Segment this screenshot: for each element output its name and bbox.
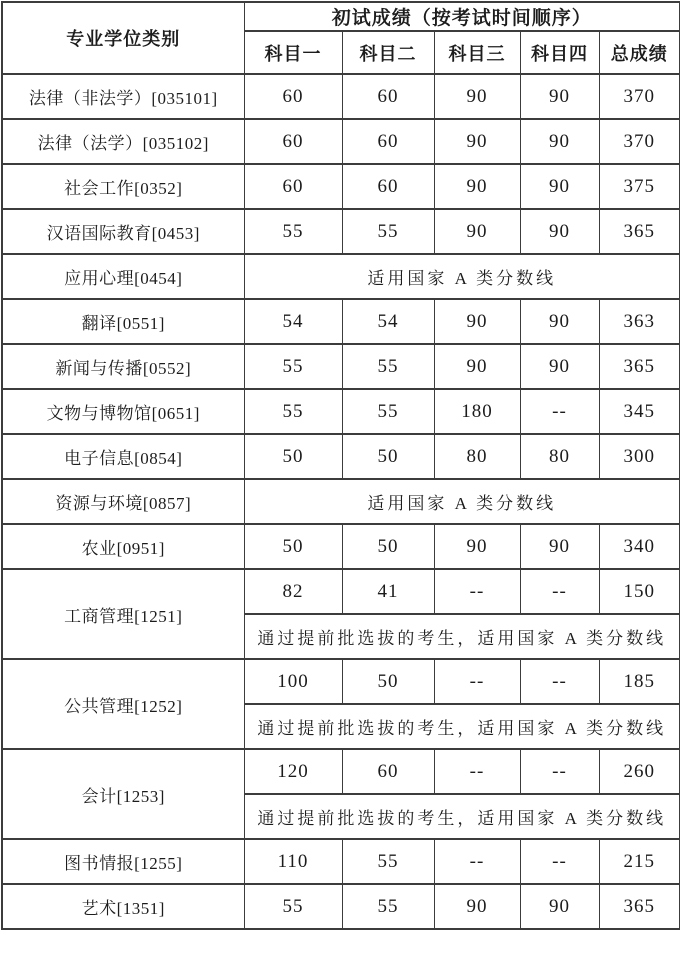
total-score-cell: 340: [599, 524, 680, 569]
total-score-cell: 365: [599, 344, 680, 389]
score-cell: 90: [434, 884, 520, 929]
table-row: [2, 209, 680, 254]
score-cell: 55: [244, 209, 342, 254]
score-cell: 55: [342, 884, 434, 929]
table-row: [2, 524, 680, 569]
total-score-cell: 345: [599, 389, 680, 434]
score-cell: 50: [342, 434, 434, 479]
score-cell: 90: [434, 299, 520, 344]
score-cell: 60: [244, 164, 342, 209]
subject-2-header: 科目二: [342, 31, 434, 74]
score-cell: --: [520, 839, 599, 884]
subject-3-header: 科目三: [434, 31, 520, 74]
table-row: [2, 659, 680, 704]
score-cell: --: [434, 839, 520, 884]
score-cell: 55: [244, 884, 342, 929]
table-row: [2, 479, 680, 524]
score-cell: 60: [342, 119, 434, 164]
score-cell: 50: [342, 524, 434, 569]
score-cell: 90: [520, 299, 599, 344]
scores-group-header: 初试成绩（按考试时间顺序）: [244, 2, 680, 31]
total-score-cell: 365: [599, 884, 680, 929]
score-cell: 90: [520, 344, 599, 389]
table-row: [2, 884, 680, 929]
category-cell: 文物与博物馆[0651]: [2, 389, 244, 434]
note-cell: 适用国家 A 类分数线: [244, 254, 680, 299]
score-cell: --: [520, 389, 599, 434]
table-row: [2, 344, 680, 389]
score-cell: 54: [244, 299, 342, 344]
total-score-cell: 260: [599, 749, 680, 794]
score-cell: 120: [244, 749, 342, 794]
score-cell: 55: [342, 344, 434, 389]
category-cell: 新闻与传播[0552]: [2, 344, 244, 389]
score-cell: 80: [520, 434, 599, 479]
total-score-cell: 370: [599, 119, 680, 164]
category-cell: 农业[0951]: [2, 524, 244, 569]
score-cell: --: [520, 569, 599, 614]
score-cell: --: [520, 659, 599, 704]
category-cell: 汉语国际教育[0453]: [2, 209, 244, 254]
table-row: [2, 164, 680, 209]
total-score-header: 总成绩: [599, 31, 680, 74]
category-cell: 法律（非法学）[035101]: [2, 74, 244, 119]
total-score-cell: 365: [599, 209, 680, 254]
note-cell: 通过提前批选拔的考生，适用国家 A 类分数线: [244, 704, 680, 749]
table-row: [2, 254, 680, 299]
score-cell: 180: [434, 389, 520, 434]
subject-4-header: 科目四: [520, 31, 599, 74]
table-row: [2, 569, 680, 614]
total-score-cell: 300: [599, 434, 680, 479]
score-cell: 54: [342, 299, 434, 344]
score-cell: 60: [342, 74, 434, 119]
score-cell: 100: [244, 659, 342, 704]
score-cell: 90: [520, 119, 599, 164]
score-cell: 60: [244, 119, 342, 164]
score-cell: 41: [342, 569, 434, 614]
category-cell: 翻译[0551]: [2, 299, 244, 344]
score-cell: 90: [520, 209, 599, 254]
score-cell: --: [434, 749, 520, 794]
score-cell: 90: [520, 164, 599, 209]
score-cell: 90: [434, 74, 520, 119]
table-row: [2, 389, 680, 434]
category-cell: 应用心理[0454]: [2, 254, 244, 299]
score-cell: 55: [342, 389, 434, 434]
score-cell: --: [520, 749, 599, 794]
total-score-cell: 185: [599, 659, 680, 704]
category-cell: 图书情报[1255]: [2, 839, 244, 884]
score-line-table: [1, 1, 680, 930]
score-cell: 50: [244, 434, 342, 479]
table-row: [2, 434, 680, 479]
category-cell: 艺术[1351]: [2, 884, 244, 929]
note-cell: 适用国家 A 类分数线: [244, 479, 680, 524]
category-cell: 资源与环境[0857]: [2, 479, 244, 524]
total-score-cell: 363: [599, 299, 680, 344]
category-cell: 社会工作[0352]: [2, 164, 244, 209]
score-cell: 90: [520, 884, 599, 929]
score-cell: 82: [244, 569, 342, 614]
total-score-cell: 150: [599, 569, 680, 614]
total-score-cell: 370: [599, 74, 680, 119]
category-cell: 电子信息[0854]: [2, 434, 244, 479]
score-cell: 55: [244, 389, 342, 434]
table-row: [2, 299, 680, 344]
category-cell: 公共管理[1252]: [2, 659, 244, 749]
score-cell: 60: [244, 74, 342, 119]
score-cell: 90: [434, 164, 520, 209]
score-cell: 60: [342, 164, 434, 209]
score-cell: 55: [342, 839, 434, 884]
score-cell: 90: [434, 344, 520, 389]
subject-1-header: 科目一: [244, 31, 342, 74]
score-cell: --: [434, 569, 520, 614]
score-cell: --: [434, 659, 520, 704]
score-cell: 90: [434, 209, 520, 254]
category-cell: 工商管理[1251]: [2, 569, 244, 659]
score-cell: 55: [342, 209, 434, 254]
table-header-row-1: [2, 2, 680, 31]
score-cell: 80: [434, 434, 520, 479]
note-cell: 通过提前批选拔的考生，适用国家 A 类分数线: [244, 614, 680, 659]
category-column-header: 专业学位类别: [2, 2, 244, 74]
table-row: [2, 119, 680, 164]
table-row: [2, 839, 680, 884]
score-cell: 50: [342, 659, 434, 704]
score-cell: 90: [434, 524, 520, 569]
note-cell: 通过提前批选拔的考生，适用国家 A 类分数线: [244, 794, 680, 839]
score-cell: 55: [244, 344, 342, 389]
score-cell: 50: [244, 524, 342, 569]
table-row: [2, 74, 680, 119]
table-row: [2, 749, 680, 794]
total-score-cell: 215: [599, 839, 680, 884]
score-cell: 90: [434, 119, 520, 164]
category-cell: 会计[1253]: [2, 749, 244, 839]
category-cell: 法律（法学）[035102]: [2, 119, 244, 164]
score-cell: 90: [520, 74, 599, 119]
score-cell: 110: [244, 839, 342, 884]
score-cell: 90: [520, 524, 599, 569]
score-cell: 60: [342, 749, 434, 794]
total-score-cell: 375: [599, 164, 680, 209]
